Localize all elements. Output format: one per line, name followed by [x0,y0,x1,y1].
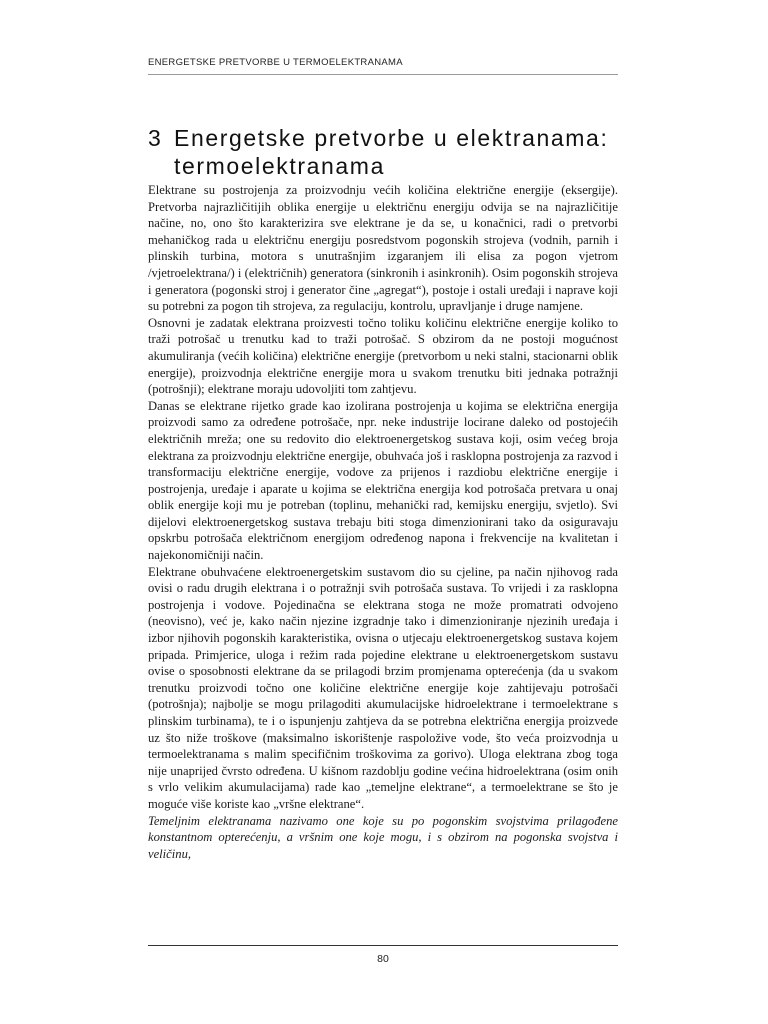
body-text [148,182,618,862]
header-divider [148,74,618,75]
paragraph-4: Elektrane obuhvaćene elektroenergetskim sustavom dio su cjeline, pa način njihovog rada ovisi o radu drugih elektrana i o potražnji svih potrošača sustava. To vrijedi i za rasklopna postrojenja i vodove. Pojedinačna se elektrana stoga ne može promatrati odvojeno (neovisno), već je, kako način njezine izgradnje tako i dimenzioniranje njezinih uređaja i izbor njihovih pogonskih karakteristika, ovisna o utjecaju elektroenergetskog sustava kojem pripada. Primjerice, uloga i režim rada pojedine elektrane u elektroenergetskom sustavu ovise o sposobnosti elektrane da se prilagodi brzim promjenama opterećenja (da u svakom trenutku proizvodi točno one količine električne energije koje zahtijevaju potrošači (potrošnja); najbolje se mogu prilagoditi akumulacijske hidroelektrane i termoelektrane s plinskim turbinama), te i o ispunjenju zahtjeva da se potrebna električna energija proizvede uz što niže troškove (maksimalno iskorištenje raspoložive vode, što veća proizvodnja u termoelektranama s malim specifičnim troškovima za gorivo). Uloga elektrana zbog toga nije unaprijed čvrsto određena. U kišnom razdoblju godine većina hidroelektrana (osim onih s vrlo velikim akumulacijama) rade kao „temeljne elektrane“, a termoelektrane se što je moguće više koriste kao „vršne elektrane“. [148,564,618,811]
chapter-title-line-1: Energetske pretvorbe u elektranama: [174,125,609,151]
chapter-heading [148,124,628,180]
paragraph-1: Elektrane su postrojenja za proizvodnju većih količina električne energije (eksergije). Pretvorba najrazličitijih oblika energije u električnu energiju odvija se na najrazličitije načine, no, ono što karakterizira sve elektrane je da se, u konačnici, radi o pretvorbi mehaničkog rada u električnu energiju posredstvom pogonskih strojeva (vodnih, parnih i plinskih turbina, motora s unutrašnjim izgaranjem ili elisa za pogon vjetrom /vjetroelektrana/) i (električnih) generatora (sinkronih i asinkronih). Osim pogonskih strojeva i generatora (pogonski stroj i generator čine „agregat“), postoje i ostali uređaji i naprave koji su potrebni za pogon tih strojeva, za regulaciju, kontrolu, upravljanje i druge namjene. [148,183,618,314]
page-number: 80 [377,953,389,965]
paragraph-2: Osnovni je zadatak elektrana proizvesti točno toliku količinu električne energije koliko to traži potrošač u trenutku kad to traži potrošač. S obzirom da ne postoji mogućnost akumuliranja (većih količina) električne energije (pretvorbom u neki stalni, stacionarni oblik energije), proizvodnja električne energije mora u svakom trenutku biti jednaka potražnji (potrošnji); elektrane moraju udovoljiti tom zahtjevu. [148,315,618,397]
paragraph-3: Danas se elektrane rijetko grade kao izolirana postrojenja u kojima se električna energija proizvodi samo za određene potrošače, npr. neke industrije locirane daleko od postojećih električnih mreža; one su redovito dio elektroenergetskog sustava koji, osim većeg broja elektrana za proizvodnju električne energije, obuhvaća još i rasklopna postrojenja za razvod i transformaciju električne energije, vodove za prijenos i razdiobu električne energije i postrojenja, uređaje i aparate u kojima se električna energija kod potrošača pretvara u onaj oblik energije koji mu je potreban (toplinu, mehanički rad, kemijsku energiju, svjetlo). Svi dijelovi elektroenergetskog sustava trebaju biti stoga dimenzionirani tako da osiguravaju opskrbu potrošača električnom energijom određenog napona i frekvencije na kvalitetan i najekonomičniji način. [148,398,618,563]
footer-divider [148,945,618,946]
chapter-title-line-2: termoelektranama [174,153,385,179]
chapter-number: 3 [148,125,163,151]
running-header: ENERGETSKE PRETVORBE U TERMOELEKTRANAMA [148,57,403,68]
italic-paragraph: Temeljnim elektranama nazivamo one koje su po pogonskim svojstvima prilagođene konstantnom opterećenju, a vršnim one koje mogu, i s obzirom na pogonska svojstva i veličinu, [148,813,618,861]
